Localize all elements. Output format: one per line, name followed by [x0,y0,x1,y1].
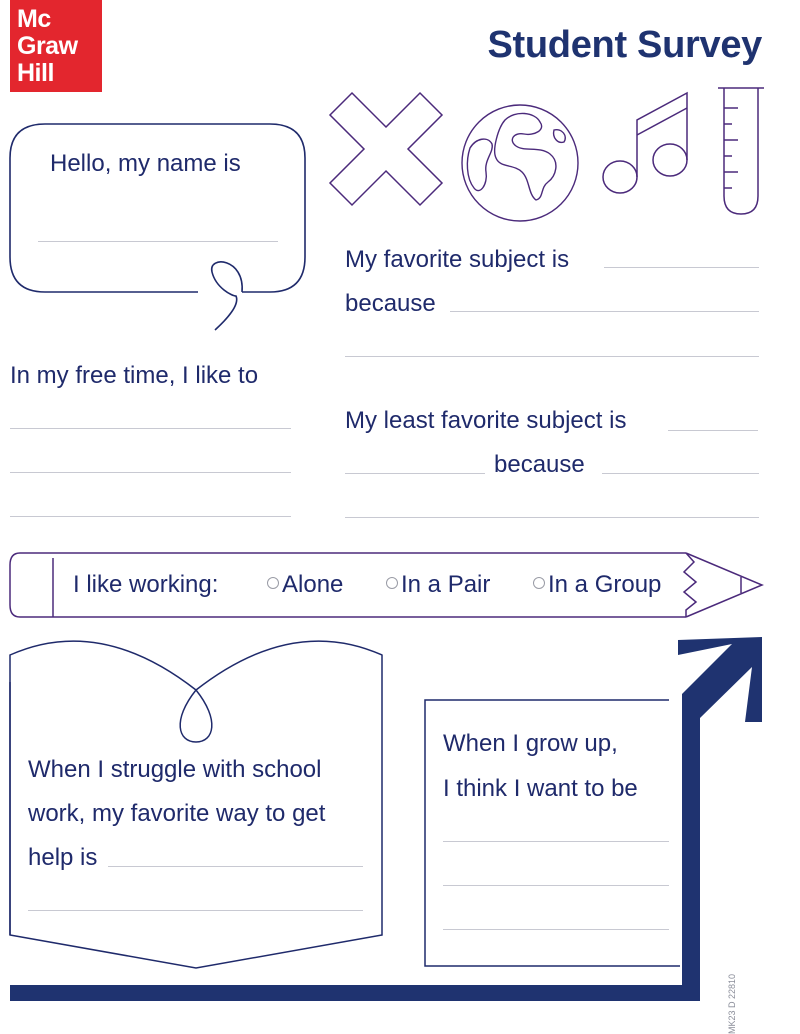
document-code: MK23 D 22810 [727,974,737,1034]
struggle-answer-line[interactable] [108,866,363,867]
least-favorite-line[interactable] [668,430,758,431]
free-time-line-1[interactable] [10,428,291,429]
alone-radio[interactable] [267,577,279,589]
x-icon [330,93,442,205]
grow-up-line-b[interactable] [443,885,669,886]
least-favorite-prompt: My least favorite subject is [345,407,627,434]
name-input-line[interactable] [38,241,278,242]
favorite-because-line[interactable] [450,311,759,312]
struggle-line-1: When I struggle with school [28,756,322,783]
music-note-icon [603,93,687,193]
alone-label: Alone [282,571,344,598]
test-tube-icon [718,88,764,214]
favorite-because-line-2[interactable] [345,356,759,357]
grow-up-line-a[interactable] [443,841,669,842]
struggle-line-3: help is [28,844,98,871]
free-time-prompt: In my free time, I like to [10,362,259,389]
favorite-because-label: because [345,290,436,317]
least-because-line-2[interactable] [345,517,759,518]
favorite-subject-prompt: My favorite subject is [345,246,570,273]
option-group[interactable] [533,571,661,599]
least-because-label: because [494,451,585,478]
option-alone[interactable] [267,571,343,599]
option-pair[interactable] [386,571,490,599]
group-radio[interactable] [533,577,545,589]
name-prompt: Hello, my name is [50,150,241,177]
pair-label: In a Pair [401,571,491,598]
grow-up-line-1: When I grow up, [443,730,618,757]
free-time-line-3[interactable] [10,516,291,517]
logo-line-1: Mc [17,5,51,33]
least-because-line[interactable] [602,473,759,474]
grow-up-line-2: I think I want to be [443,775,638,802]
logo-line-2: Graw [17,32,78,60]
struggle-answer-line-2[interactable] [28,910,363,911]
least-favorite-line-2[interactable] [345,473,485,474]
globe-icon [462,105,578,221]
grow-up-line-c[interactable] [443,929,669,930]
favorite-subject-line[interactable] [604,267,759,268]
working-prompt: I like working: [73,571,219,598]
page-title: Student Survey [487,24,762,66]
free-time-line-2[interactable] [10,472,291,473]
group-label: In a Group [548,571,662,598]
pair-radio[interactable] [386,577,398,589]
struggle-line-2: work, my favorite way to get [28,800,326,827]
logo-line-3: Hill [17,59,54,87]
